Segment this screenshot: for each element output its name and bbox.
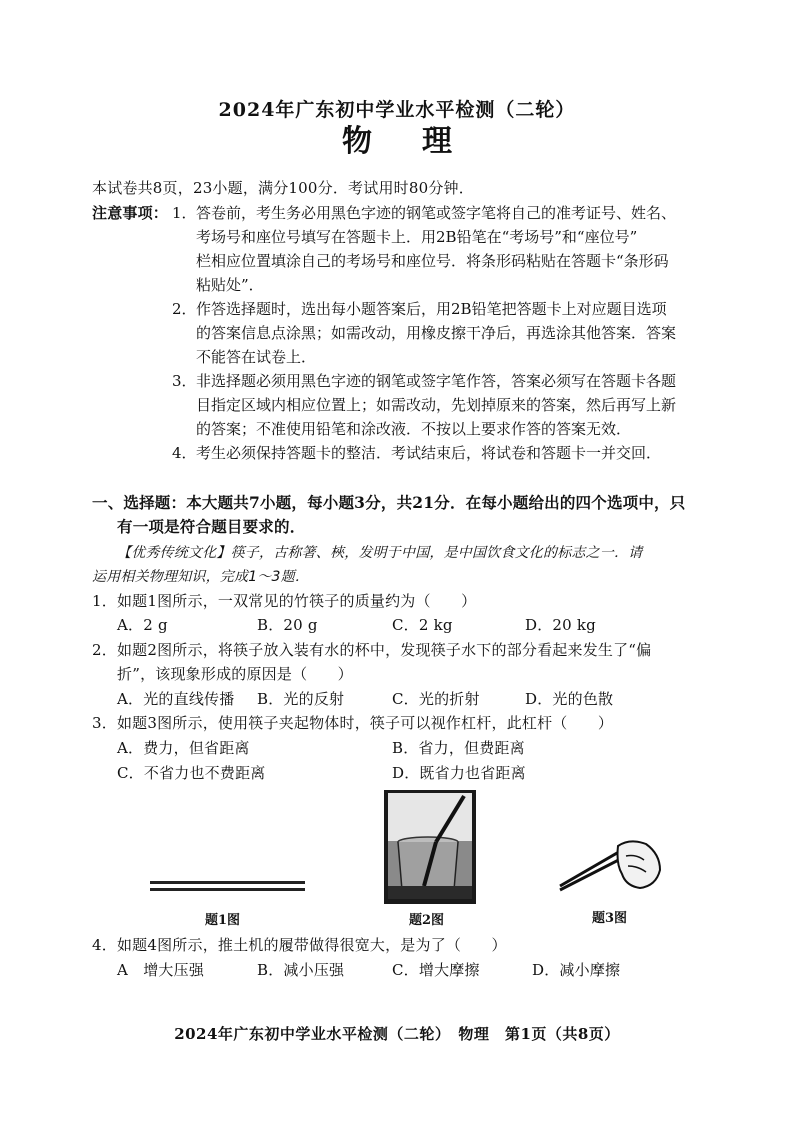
- notice-item-line: 的答案信息点涂黑；如需改动，用橡皮擦干净后，再选涂其他答案．答案: [196, 324, 677, 342]
- section-title-continued: 有一项是符合题目要求的．: [117, 517, 306, 536]
- notice-item-line: 粘贴处”．: [196, 276, 264, 294]
- option-c: C．增大摩擦: [392, 961, 480, 979]
- option-a: A．2 g: [117, 616, 168, 634]
- option-d: D．20 kg: [525, 616, 596, 634]
- figure-1-caption: 题1图: [205, 913, 241, 928]
- question-stem: 4．如题4图所示，推土机的履带做得很宽大，是为了（ ）: [92, 936, 507, 954]
- notice-item-line: 栏相应位置填涂自己的考场号和座位号．将条形码粘贴在答题卡“条形码: [196, 252, 669, 270]
- notice-item-line: 答卷前，考生务必用黑色字迹的钢笔或签字笔将自己的准考证号、姓名、: [196, 204, 677, 222]
- question-stem: 3．如题3图所示，使用筷子夹起物体时，筷子可以视作杠杆，此杠杆（ ）: [92, 714, 614, 732]
- notice-item-line: 作答选择题时，选出每小题答案后，用2B铅笔把答题卡上对应题目选项: [196, 300, 667, 318]
- figure-3-caption: 题3图: [592, 911, 628, 926]
- exam-title: 2024年广东初中学业水平检测（二轮）: [218, 99, 576, 121]
- option-a: A．光的直线传播: [117, 690, 235, 708]
- figure-3-hand-with-chopsticks: [556, 836, 666, 900]
- question-stem: 1．如题1图所示，一双常见的竹筷子的质量约为（ ）: [92, 592, 477, 610]
- notice-item-line: 考场号和座位号填写在答题卡上．用2B铅笔在“考场号”和“座位号”: [196, 228, 638, 246]
- notice-item-number: 2．: [172, 300, 197, 318]
- page-footer: 2024年广东初中学业水平检测（二轮） 物理 第1页（共8页）: [174, 1025, 620, 1043]
- question-stem: 2．如题2图所示，将筷子放入装有水的杯中，发现筷子水下的部分看起来发生了“偏: [92, 641, 652, 659]
- section-title: 一、选择题：本大题共7小题，每小题3分，共21分．在每小题给出的四个选项中，只: [92, 493, 686, 512]
- notice-item-number: 4．: [172, 444, 197, 462]
- question-stem-continued: 折”，该现象形成的原因是（ ）: [117, 665, 353, 683]
- figure-2-chopstick-in-glass: [384, 790, 476, 904]
- option-c: C．不省力也不费距离: [117, 764, 266, 782]
- figure-1-chopsticks: [148, 878, 308, 894]
- notice-label: 注意事项：: [92, 204, 169, 222]
- option-d: D．既省力也省距离: [392, 764, 526, 782]
- option-b: B．减小压强: [257, 961, 345, 979]
- option-b: B．省力，但费距离: [392, 739, 525, 757]
- option-c: C．2 kg: [392, 616, 453, 634]
- option-a: A．费力，但省距离: [117, 739, 250, 757]
- option-d: D．光的色散: [525, 690, 614, 708]
- option-c: C．光的折射: [392, 690, 480, 708]
- exam-intro: 本试卷共8页，23小题，满分100分．考试用时80分钟．: [92, 179, 474, 197]
- notice-item-number: 3．: [172, 372, 197, 390]
- notice-item-line: 目指定区域内相应位置上；如需改动，先划掉原来的答案，然后再写上新: [196, 396, 677, 414]
- notice-item-line: 非选择题必须用黑色字迹的钢笔或签字笔作答，答案必须写在答题卡各题: [196, 372, 677, 390]
- context-paragraph-continued: 运用相关物理知识，完成1～3题．: [92, 569, 310, 585]
- option-a: A 增大压强: [117, 961, 205, 979]
- notice-item-line: 不能答在试卷上．: [196, 348, 317, 366]
- notice-item-line: 的答案；不准使用铅笔和涂改液．不按以上要求作答的答案无效．: [196, 420, 632, 438]
- notice-item-number: 1．: [172, 204, 197, 222]
- option-b: B．20 g: [257, 616, 318, 634]
- figure-2-caption: 题2图: [409, 913, 445, 928]
- subject-title: 物理: [342, 124, 502, 159]
- option-b: B．光的反射: [257, 690, 345, 708]
- notice-item-line: 考生必须保持答题卡的整洁．考试结束后，将试卷和答题卡一并交回．: [196, 444, 662, 462]
- option-d: D．减小摩擦: [532, 961, 621, 979]
- context-paragraph: 【优秀传统文化】筷子，古称箸、梜，发明于中国，是中国饮食文化的标志之一．请: [117, 545, 643, 561]
